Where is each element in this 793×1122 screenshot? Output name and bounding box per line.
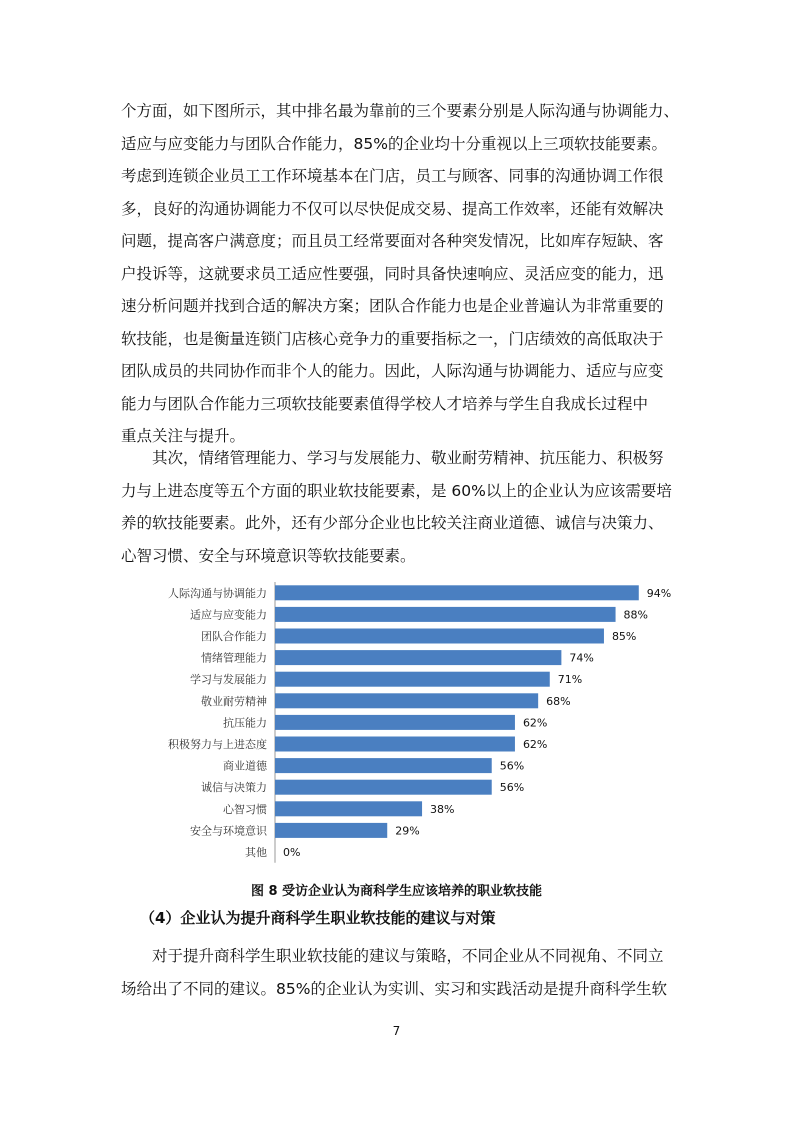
bar xyxy=(275,823,387,838)
paragraph-line: 速分析问题并找到合适的解决方案；团队合作能力也是企业普遍认为非常重要的 xyxy=(121,297,664,315)
category-label: 其他 xyxy=(245,846,267,859)
paragraph-line: 场给出了不同的建议。85%的企业认为实训、实习和实践活动是提升商科学生软 xyxy=(121,979,667,998)
paragraph-line: 养的软技能要素。此外，还有少部分企业也比较关注商业道德、诚信与决策力、 xyxy=(121,514,664,532)
value-label: 29% xyxy=(395,824,420,838)
category-label: 学习与发展能力 xyxy=(190,673,267,687)
bar xyxy=(275,780,492,795)
value-label: 68% xyxy=(546,694,571,708)
bar xyxy=(275,607,616,622)
paragraph-line: 心智习惯、安全与环境意识等软技能要素。 xyxy=(121,546,416,565)
body-paragraph-1 xyxy=(121,95,680,453)
paragraph-line: 适应与应变能力与团队合作能力，85%的企业均十分重视以上三项软技能要素。 xyxy=(121,134,667,153)
bar xyxy=(275,585,639,600)
value-label: 88% xyxy=(623,608,649,622)
value-label: 94% xyxy=(646,586,672,600)
value-label: 56% xyxy=(499,759,525,773)
paragraph-line: 团队成员的共同协作而非个人的能力。因此，人际沟通与协调能力、适应与应变 xyxy=(121,362,664,380)
bar xyxy=(275,737,515,752)
category-label: 人际沟通与协调能力 xyxy=(168,586,267,600)
category-label: 诚信与决策力 xyxy=(201,781,267,795)
paragraph-line: 对于提升商科学生职业软技能的建议与策略，不同企业从不同视角、不同立 xyxy=(121,947,664,965)
category-label: 商业道德 xyxy=(223,759,267,773)
value-label: 38% xyxy=(430,802,455,816)
bar xyxy=(275,801,422,816)
paragraph-line: 户投诉等，这就要求员工适应性要强，同时具备快速响应、灵活应变的能力，迅 xyxy=(121,264,664,283)
value-label: 62% xyxy=(522,738,548,751)
bar xyxy=(275,758,492,773)
bar xyxy=(275,693,538,708)
bar xyxy=(275,650,561,665)
paragraph-line: 软技能，也是衡量连锁门店核心竞争力的重要指标之一，门店绩效的高低取决于 xyxy=(121,329,664,348)
category-label: 心智习惯 xyxy=(223,802,267,816)
body-paragraph-3 xyxy=(121,940,676,1005)
section-heading: （4）企业认为提升商科学生职业软技能的建议与对策 xyxy=(140,909,496,927)
bar xyxy=(275,629,604,644)
body-paragraph-2 xyxy=(121,442,676,572)
category-label: 情绪管理能力 xyxy=(201,651,267,665)
bar xyxy=(275,715,515,730)
value-label: 56% xyxy=(499,781,525,795)
paragraph-line: 其次，情绪管理能力、学习与发展能力、敬业耐劳精神、抗压能力、积极努 xyxy=(121,449,664,467)
figure-caption: 图 8 受访企业认为商科学生应该培养的职业软技能 xyxy=(250,884,543,899)
page-number: 7 xyxy=(392,1024,401,1038)
skills-bar-chart xyxy=(140,572,700,864)
category-label: 安全与环境意识 xyxy=(190,824,267,838)
value-label: 62% xyxy=(522,716,548,730)
paragraph-line: 个方面，如下图所示，其中排名最为靠前的三个要素分别是人际沟通与协调能力、 xyxy=(121,102,680,120)
paragraph-line: 能力与团队合作能力三项软技能要素值得学校人才培养与学生自我成长过程中 xyxy=(121,394,649,413)
category-label: 积极努力与上进态度 xyxy=(168,738,267,751)
category-label: 敬业耐劳精神 xyxy=(201,694,267,708)
paragraph-line: 问题，提高客户满意度；而且员工经常要面对各种突发情况，比如库存短缺、客 xyxy=(121,232,664,250)
bar xyxy=(275,672,550,687)
category-label: 抗压能力 xyxy=(223,716,267,730)
paragraph-line: 多，良好的沟通协调能力不仅可以尽快促成交易、提高工作效率，还能有效解决 xyxy=(121,199,664,218)
value-label: 0% xyxy=(283,846,301,859)
category-label: 团队合作能力 xyxy=(201,630,267,643)
paragraph-line: 考虑到连锁企业员工工作环境基本在门店，员工与顾客、同事的沟通协调工作很 xyxy=(121,167,664,185)
paragraph-line: 重点关注与提升。 xyxy=(121,427,246,445)
value-label: 85% xyxy=(611,630,637,643)
paragraph-line: 力与上进态度等五个方面的职业软技能要素，是 60%以上的企业认为应该需要培 xyxy=(121,481,672,500)
category-label: 适应与应变能力 xyxy=(190,608,267,622)
value-label: 71% xyxy=(557,673,583,687)
value-label: 74% xyxy=(569,651,594,665)
